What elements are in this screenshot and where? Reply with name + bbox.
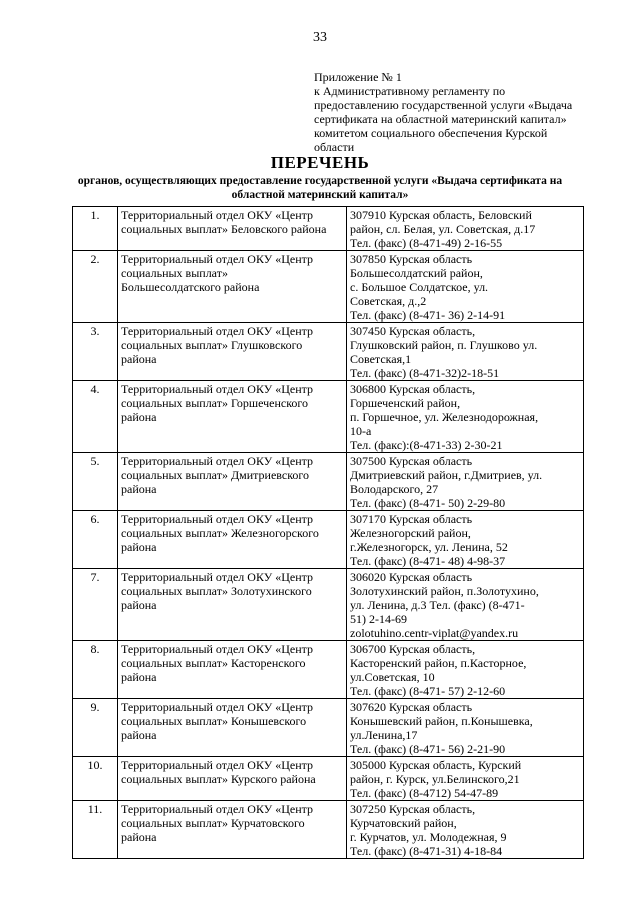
- organization-line: социальных выплат» Дмитриевского: [121, 468, 310, 482]
- organizations-table: [72, 206, 584, 859]
- address-line: Тел. (факс) (8-471-49) 2-16-55: [350, 236, 503, 250]
- page-number: 33: [313, 30, 327, 45]
- row-number: 1.: [73, 207, 118, 251]
- address-line: 306700 Курская область,: [350, 642, 476, 656]
- address-cell: [347, 453, 584, 511]
- organization-line: Территориальный отдел ОКУ «Центр: [121, 382, 314, 396]
- organization-line: Территориальный отдел ОКУ «Центр: [121, 570, 314, 584]
- address-line: Тел. (факс) (8-471- 57) 2-12-60: [350, 684, 506, 698]
- organization-line: социальных выплат» Касторенского: [121, 656, 306, 670]
- address-line: г.Железногорск, ул. Ленина, 52: [350, 540, 508, 554]
- address-line: Советская, д.,2: [350, 294, 427, 308]
- row-number: 2.: [73, 251, 118, 323]
- row-number: 8.: [73, 641, 118, 699]
- address-line: Тел. (факс) (8-471- 50) 2-29-80: [350, 496, 506, 510]
- table-row: [73, 569, 584, 641]
- organization-line: Территориальный отдел ОКУ «Центр: [121, 454, 314, 468]
- organization-line: социальных выплат» Железногорского: [121, 526, 319, 540]
- address-line: 307620 Курская область: [350, 700, 473, 714]
- organization-cell: [118, 569, 347, 641]
- organization-cell: [118, 251, 347, 323]
- row-number: 10.: [73, 757, 118, 801]
- address-line: Советская,1: [350, 352, 412, 366]
- organization-line: социальных выплат» Горшеченского: [121, 396, 309, 410]
- organization-line: Территориальный отдел ОКУ «Центр: [121, 642, 314, 656]
- address-line: Глушковский район, п. Глушково ул.: [350, 338, 538, 352]
- organization-cell: [118, 801, 347, 859]
- appendix-line: к Административному регламенту по: [314, 84, 506, 98]
- table-row: [73, 699, 584, 757]
- appendix-line: области: [314, 140, 355, 154]
- organization-line: Территориальный отдел ОКУ «Центр: [121, 512, 314, 526]
- organization-line: Большесолдатского района: [121, 280, 260, 294]
- address-line: 307910 Курская область, Беловский: [350, 208, 532, 222]
- organization-line: Территориальный отдел ОКУ «Центр: [121, 324, 314, 338]
- address-line: Касторенский район, п.Касторное,: [350, 656, 527, 670]
- address-line: zolotuhino.centr-viplat@yandex.ru: [350, 626, 519, 640]
- address-line: 10-а: [350, 424, 372, 438]
- organization-line: Территориальный отдел ОКУ «Центр: [121, 700, 314, 714]
- table-row: [73, 511, 584, 569]
- document-title: ПЕРЕЧЕНЬ: [270, 153, 370, 172]
- address-line: 307250 Курская область,: [350, 802, 476, 816]
- address-cell: [347, 381, 584, 453]
- address-line: ул. Ленина, д.3 Тел. (факс) (8-471-: [350, 598, 525, 612]
- address-line: Тел. (факс) (8-471- 56) 2-21-90: [350, 742, 506, 756]
- organization-line: района: [121, 670, 157, 684]
- organization-line: района: [121, 598, 157, 612]
- row-number: 7.: [73, 569, 118, 641]
- address-line: 307850 Курская область: [350, 252, 473, 266]
- organization-cell: [118, 453, 347, 511]
- organization-line: социальных выплат»: [121, 266, 228, 280]
- address-cell: [347, 641, 584, 699]
- row-number: 6.: [73, 511, 118, 569]
- organization-line: социальных выплат» Конышевского: [121, 714, 307, 728]
- organization-cell: [118, 699, 347, 757]
- address-line: г. Курчатов, ул. Молодежная, 9: [350, 830, 507, 844]
- address-line: ул.Ленина,17: [350, 728, 418, 742]
- row-number: 9.: [73, 699, 118, 757]
- organization-line: Территориальный отдел ОКУ «Центр: [121, 208, 314, 222]
- appendix-line: Приложение № 1: [314, 70, 402, 84]
- row-number: 11.: [73, 801, 118, 859]
- organization-cell: [118, 511, 347, 569]
- organization-line: района: [121, 728, 157, 742]
- address-line: Володарского, 27: [350, 482, 439, 496]
- address-line: 307450 Курская область,: [350, 324, 476, 338]
- organization-line: Территориальный отдел ОКУ «Центр: [121, 802, 314, 816]
- address-line: 306800 Курская область,: [350, 382, 476, 396]
- row-number: 5.: [73, 453, 118, 511]
- address-line: Курчатовский район,: [350, 816, 457, 830]
- address-line: Тел. (факс) (8-471- 48) 4-98-37: [350, 554, 506, 568]
- address-line: Дмитриевский район, г.Дмитриев, ул.: [350, 468, 543, 482]
- address-cell: [347, 569, 584, 641]
- organization-line: социальных выплат» Глушковского: [121, 338, 303, 352]
- address-line: Большесолдатский район,: [350, 266, 483, 280]
- address-line: ул.Советская, 10: [350, 670, 435, 684]
- table-row: [73, 251, 584, 323]
- address-line: Конышевский район, п.Конышевка,: [350, 714, 533, 728]
- address-line: Тел. (факс) (8-471-32)2-18-51: [350, 366, 500, 380]
- address-cell: [347, 699, 584, 757]
- address-cell: [347, 207, 584, 251]
- organization-line: социальных выплат» Курского района: [121, 772, 316, 786]
- organization-cell: [118, 323, 347, 381]
- address-cell: [347, 801, 584, 859]
- table-row: [73, 801, 584, 859]
- appendix-note: [314, 70, 614, 154]
- organization-line: района: [121, 830, 157, 844]
- address-line: Железногорский район,: [350, 526, 471, 540]
- row-number: 4.: [73, 381, 118, 453]
- table-row: [73, 207, 584, 251]
- organization-line: Территориальный отдел ОКУ «Центр: [121, 252, 314, 266]
- table-row: [73, 453, 584, 511]
- table-row: [73, 323, 584, 381]
- address-line: с. Большое Солдатское, ул.: [350, 280, 489, 294]
- address-line: Горшеченский район,: [350, 396, 461, 410]
- organization-line: района: [121, 352, 157, 366]
- address-line: Тел. (факс):(8-471-33) 2-30-21: [350, 438, 503, 452]
- address-line: район, сл. Белая, ул. Советская, д.17: [350, 222, 536, 236]
- address-line: п. Горшечное, ул. Железнодорожная,: [350, 410, 539, 424]
- appendix-line: сертификата на областной материнский капитал»: [314, 112, 567, 126]
- organization-line: района: [121, 482, 157, 496]
- subtitle-line: областной материнский капитал»: [231, 189, 409, 201]
- document-subtitle: [60, 174, 580, 202]
- address-line: 51) 2-14-69: [350, 612, 407, 626]
- address-line: 306020 Курская область: [350, 570, 473, 584]
- table-row: [73, 641, 584, 699]
- address-line: 307500 Курская область: [350, 454, 473, 468]
- organization-cell: [118, 641, 347, 699]
- address-line: 305000 Курская область, Курский: [350, 758, 522, 772]
- organization-cell: [118, 381, 347, 453]
- row-number: 3.: [73, 323, 118, 381]
- organization-cell: [118, 757, 347, 801]
- address-cell: [347, 511, 584, 569]
- address-cell: [347, 757, 584, 801]
- address-line: Золотухинский район, п.Золотухино,: [350, 584, 539, 598]
- organization-line: района: [121, 540, 157, 554]
- appendix-line: предоставлению государственной услуги «Выдача: [314, 98, 573, 112]
- address-line: 307170 Курская область: [350, 512, 473, 526]
- table-row: [73, 757, 584, 801]
- address-line: район, г. Курск, ул.Белинского,21: [350, 772, 520, 786]
- organizations-table-body: [73, 207, 584, 859]
- organization-line: Территориальный отдел ОКУ «Центр: [121, 758, 314, 772]
- organization-cell: [118, 207, 347, 251]
- address-line: Тел. (факс) (8-4712) 54-47-89: [350, 786, 499, 800]
- organization-line: социальных выплат» Беловского района: [121, 222, 327, 236]
- address-cell: [347, 251, 584, 323]
- address-line: Тел. (факс) (8-471-31) 4-18-84: [350, 844, 503, 858]
- subtitle-line: органов, осуществляющих предоставление государственной услуги «Выдача сертификата на: [77, 175, 563, 187]
- organization-line: социальных выплат» Золотухинского: [121, 584, 312, 598]
- table-row: [73, 381, 584, 453]
- appendix-line: комитетом социального обеспечения Курской: [314, 126, 548, 140]
- address-line: Тел. (факс) (8-471- 36) 2-14-91: [350, 308, 506, 322]
- address-cell: [347, 323, 584, 381]
- organization-line: района: [121, 410, 157, 424]
- organization-line: социальных выплат» Курчатовского: [121, 816, 305, 830]
